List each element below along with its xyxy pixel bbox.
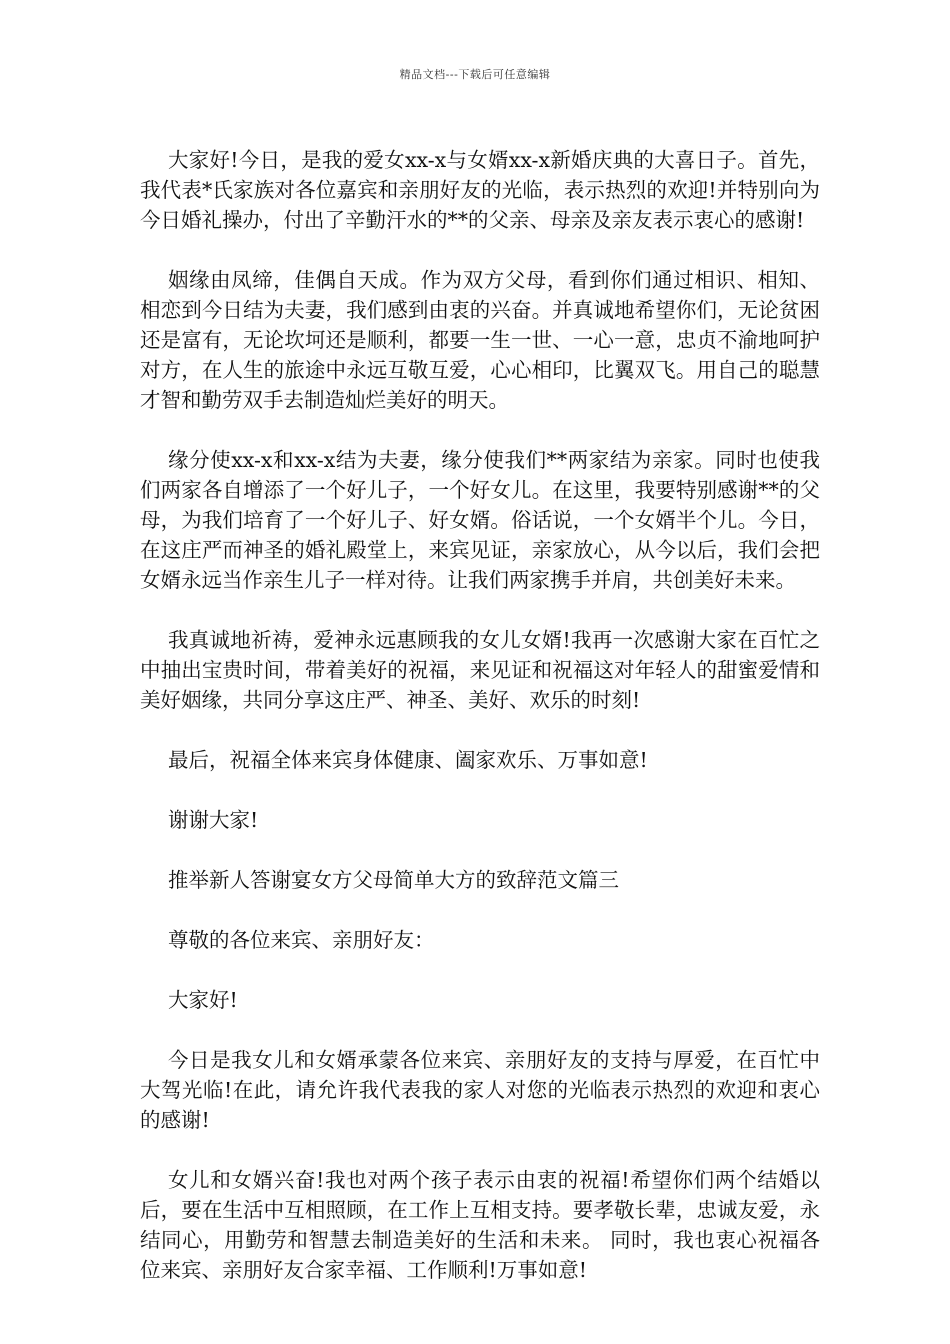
- paragraph-prayer-thanks: 我真诚地祈祷，爱神永远惠顾我的女儿女婿!我再一次感谢大家在百忙之中抽出宝贵时间，带着美好的祝福，来见证和祝福这对年轻人的甜蜜爱情和美好姻缘，共同分享这庄严、神圣、美好、欢乐的时刻!: [140, 628, 820, 712]
- paragraph-family-union: 缘分使xx-x和xx-x结为夫妻，缘分使我们**两家结为亲家。同时也使我们两家各自增添了一个好儿子，一个好女儿。在这里，我要特别感谢**的父母，为我们培育了一个好儿子、好女婿。俗话说，一个女婿半个儿。今日，在这庄严而神圣的婚礼殿堂上，来宾见证，亲家放心，从今以后，我们会把女婿永远当作亲生儿子一样对待。让我们两家携手并肩，共创美好未来。: [140, 448, 820, 592]
- paragraph-welcome: 今日是我女儿和女婿承蒙各位来宾、亲朋好友的支持与厚爱，在百忙中大驾光临!在此，请允许我代表我的家人对您的光临表示热烈的欢迎和衷心的感谢!: [140, 1048, 820, 1132]
- paragraph-salutation: 尊敬的各位来宾、亲朋好友：: [168, 928, 435, 952]
- paragraph-marriage-wishes: 姻缘由凤缔，佳偶自天成。作为双方父母，看到你们通过相识、相知、相恋到今日结为夫妻，我们感到由衷的兴奋。并真诚地希望你们，无论贫困还是富有，无论坎坷还是顺利，都要一生一世、一心一意，忠贞不渝地呵护对方，在人生的旅途中永远互敬互爱，心心相印，比翼双飞。用自己的聪慧才智和勤劳双手去制造灿烂美好的明天。: [140, 268, 820, 412]
- section-title: 推举新人答谢宴女方父母简单大方的致辞范文篇三: [168, 868, 619, 892]
- paragraph-thank-you: 谢谢大家!: [168, 808, 259, 832]
- header-note: 精品文档---下载后可任意编辑: [399, 68, 551, 81]
- paragraph-hello: 大家好!: [168, 988, 238, 1012]
- paragraph-final-blessing: 最后，祝福全体来宾身体健康、阖家欢乐、万事如意!: [168, 748, 648, 772]
- document-body: [140, 145, 820, 1315]
- paragraph-greeting-intro: 大家好!今日，是我的爱女xx-x与女婿xx-x新婚庆典的大喜日子。首先，我代表*氏家族对各位嘉宾和亲朋好友的光临，表示热烈的欢迎!并特别向为今日婚礼操办，付出了辛勤汗水的**的父亲、母亲及亲友表示衷心的感谢!: [140, 148, 820, 232]
- paragraph-closing-wishes: 女儿和女婿兴奋!我也对两个孩子表示由衷的祝福!希望你们两个结婚以后，要在生活中互相照顾，在工作上互相支持。要孝敬长辈，忠诚友爱，永结同心，用勤劳和智慧去制造美好的生活和未来。 同时，我也衷心祝福各位来宾、亲朋好友合家幸福、工作顺利!万事如意!: [140, 1168, 820, 1282]
